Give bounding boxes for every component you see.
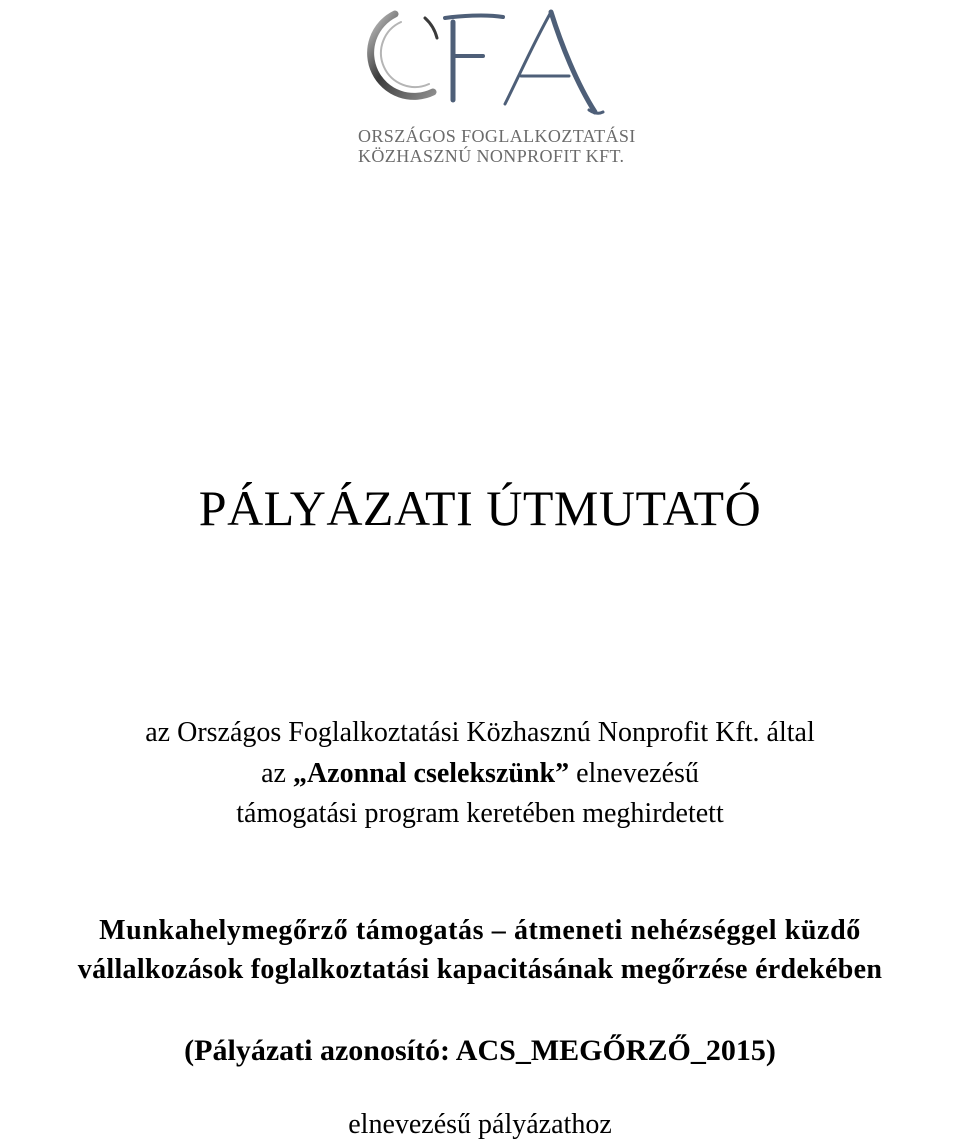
ofa-logo-graphic (355, 4, 636, 166)
application-identifier: (Pályázati azonosító: ACS_MEGŐRZŐ_2015) (184, 1034, 776, 1067)
document-title: PÁLYÁZATI ÚTMUTATÓ (198, 480, 762, 536)
ofa-logo-org-line-2: KÖZHASZNÚ NONPROFIT KFT. (358, 146, 625, 166)
program-name: „Azonnal cselekszünk” (292, 758, 570, 789)
ofa-logo-org-line-1: ORSZÁGOS FOGLALKOZTATÁSI (358, 126, 636, 146)
intro-line-2-suffix: elnevezésű (569, 758, 699, 789)
program-title-line-1: Munkahelymegőrző támogatás – átmeneti nehézséggel küzdő (99, 915, 861, 946)
closing-line: elnevezésű pályázathoz (348, 1109, 612, 1140)
ofa-logo-f (445, 15, 503, 100)
ofa-logo-ring (371, 14, 437, 96)
program-title-line-2: vállalkozások foglalkoztatási kapacitásának megőrzése érdekében (77, 954, 883, 985)
intro-line-2-prefix: az (261, 758, 293, 789)
ofa-logo (355, 4, 636, 166)
ofa-logo-a (505, 12, 603, 113)
intro-line-1: az Országos Foglalkoztatási Közhasznú Nonprofit Kft. által (145, 717, 815, 748)
intro-line-3: támogatási program keretében meghirdetett (236, 798, 724, 829)
intro-line-2 (0, 757, 960, 791)
